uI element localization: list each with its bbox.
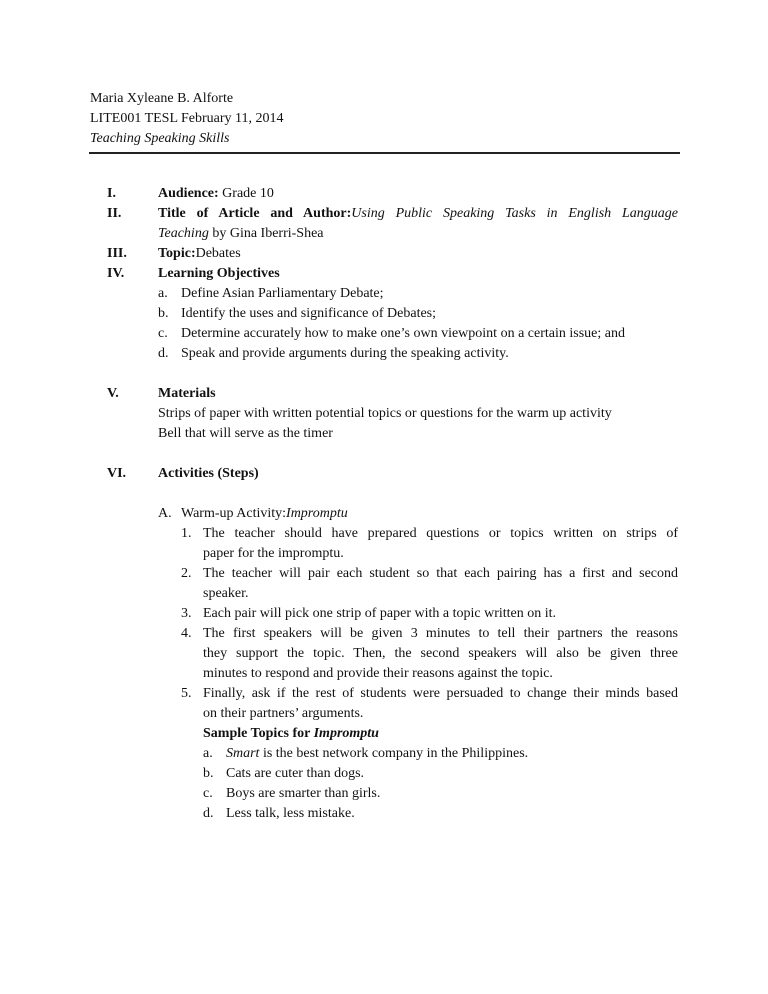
step-marker: 5. [181,686,192,701]
topic-item [226,744,528,764]
step-text: The teacher should have prepared questions or topics written on strips of [203,526,678,541]
sample-topics-heading [203,724,379,744]
step-text: on their partners’ arguments. [203,706,364,721]
activity-name: Impromptu [286,506,348,521]
topic-item: Less talk, less mistake. [226,806,355,821]
topic-item: Boys are smarter than girls. [226,786,381,801]
section-title-author [158,204,678,224]
section-6-number: VI. [107,466,127,481]
step-marker: 1. [181,526,192,541]
topic-value: Debates [195,246,241,261]
objective-item: Speak and provide arguments during the speaking activity. [181,346,509,361]
audience-value: Grade 10 [218,186,274,201]
course-date: LITE001 TESL February 11, 2014 [90,111,284,126]
objective-item: Determine accurately how to make one’s own viewpoint on a certain issue; and [181,326,625,341]
step-marker: 4. [181,626,192,641]
step-marker: 3. [181,606,192,621]
activities-heading: Activities (Steps) [158,466,259,481]
sample-heading-prefix: Sample Topics for [203,726,314,741]
topic-item: Cats are cuter than dogs. [226,766,365,781]
objectives-heading: Learning Objectives [158,266,280,281]
objective-marker: d. [158,346,169,361]
section-topic [158,244,241,264]
materials-heading: Materials [158,386,216,401]
title-label: Title of Article and Author: [158,206,352,221]
step-text: The first speakers will be given 3 minutes to tell their partners the reasons [203,626,678,641]
step-text: minutes to respond and provide their reasons against the topic. [203,666,553,681]
section-4-number: IV. [107,266,125,281]
section-2-number: II. [107,206,122,221]
topic-marker: c. [203,786,213,801]
header-divider [89,152,680,154]
topic-emphasis: Smart [226,746,260,761]
objective-marker: a. [158,286,168,301]
article-title-line2: Teaching [158,226,209,241]
step-marker: 2. [181,566,192,581]
section-5-number: V. [107,386,119,401]
objective-item: Identify the uses and significance of Debates; [181,306,437,321]
step-text: paper for the impromptu. [203,546,344,561]
materials-line: Strips of paper with written potential topics or questions for the warm up activity [158,406,612,421]
author-name: Maria Xyleane B. Alforte [90,91,234,106]
topic-marker: a. [203,746,213,761]
article-author: by Gina Iberri-Shea [208,226,324,241]
step-text: speaker. [203,586,249,601]
step-text: Each pair will pick one strip of paper with a topic written on it. [203,606,557,621]
activity-marker: A. [158,506,172,521]
subject-title: Teaching Speaking Skills [90,131,230,146]
objective-marker: b. [158,306,169,321]
step-text: they support the topic. Then, the second speakers will also be given three [203,646,678,661]
section-1-number: I. [107,186,116,201]
step-text: The teacher will pair each student so that each pairing has a first and second [203,566,678,581]
article-title-line1: Using Public Speaking Tasks in English Language [351,206,679,221]
section-audience [158,184,274,204]
sample-heading-name: Impromptu [313,726,379,741]
section-title-author-cont [158,224,324,244]
materials-line: Bell that will serve as the timer [158,426,333,441]
step-text: Finally, ask if the rest of students were persuaded to change their minds based [203,686,678,701]
topic-label: Topic: [158,246,196,261]
topic-text: is the best network company in the Philippines. [259,746,529,761]
audience-label: Audience: [158,186,219,201]
activity-prefix: Warm-up Activity: [181,506,287,521]
objective-marker: c. [158,326,168,341]
activity-title [181,504,348,524]
topic-marker: b. [203,766,214,781]
section-3-number: III. [107,246,127,261]
objective-item: Define Asian Parliamentary Debate; [181,286,384,301]
topic-marker: d. [203,806,214,821]
